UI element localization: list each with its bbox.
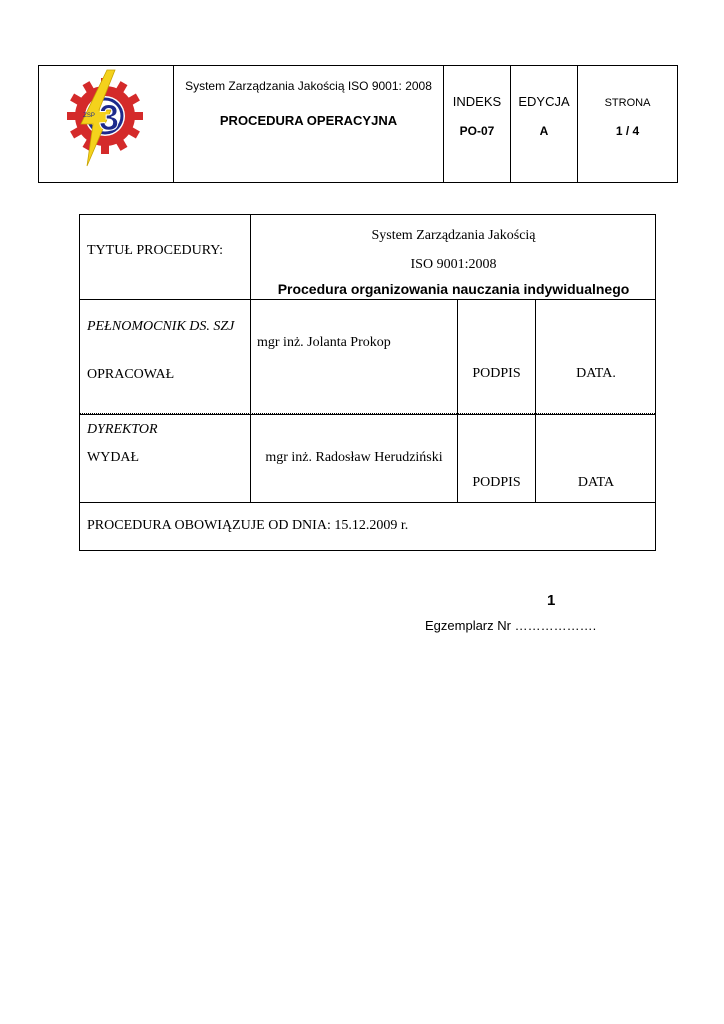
logo-cell xyxy=(39,66,174,182)
copy-number: 1 xyxy=(547,592,556,609)
edition-label: EDYCJA xyxy=(518,94,570,109)
issued-date-label: DATA xyxy=(577,475,615,490)
prepared-name: mgr inż. Jolanta Prokop xyxy=(257,335,391,350)
edition-cell xyxy=(511,66,578,182)
index-value: PO-07 xyxy=(459,124,495,138)
prepared-label: OPRACOWAŁ xyxy=(87,367,175,382)
document-type: PROCEDURA OPERACYJNA xyxy=(219,113,398,128)
system-line: System Zarządzania Jakością ISO 9001: 2008 xyxy=(185,79,432,93)
edition-value: A xyxy=(539,124,549,138)
title-cell xyxy=(174,66,444,182)
prepared-date-label: DATA. xyxy=(576,366,616,381)
page-value: 1 / 4 xyxy=(615,124,640,138)
page-label: STRONA xyxy=(604,97,651,109)
title-label: TYTUŁ PROCEDURY: xyxy=(87,243,224,258)
issued-signature-label: PODPIS xyxy=(472,475,521,490)
procedure-name: Procedura organizowania nauczania indywidualnego xyxy=(277,281,630,297)
effective-date: PROCEDURA OBOWIĄZUJE OD DNIA: 15.12.2009 r. xyxy=(87,518,409,533)
index-cell xyxy=(444,66,511,182)
index-label: INDEKS xyxy=(452,94,502,109)
col-divider-2 xyxy=(457,299,458,502)
prepared-signature-label: PODPIS xyxy=(472,366,521,381)
row-divider-3 xyxy=(80,502,655,503)
document-header xyxy=(38,65,678,183)
issued-name: mgr inż. Radosław Herudziński xyxy=(265,450,443,465)
row-divider-2-solid xyxy=(80,414,655,415)
row-divider-1 xyxy=(80,299,655,300)
copy-label: Egzemplarz Nr ………………. xyxy=(425,618,597,633)
prepared-role: PEŁNOMOCNIK DS. SZJ xyxy=(87,319,235,334)
procedure-table xyxy=(79,214,656,551)
page-cell xyxy=(578,66,677,182)
issued-label: WYDAŁ xyxy=(87,450,140,465)
title-line-1: System Zarządzania Jakością xyxy=(371,228,536,243)
logo-small-text: ZSP xyxy=(83,113,95,119)
school-logo xyxy=(39,66,174,184)
col-divider-3 xyxy=(535,299,536,502)
title-line-2: ISO 9001:2008 xyxy=(410,257,497,272)
issued-role: DYREKTOR xyxy=(87,422,158,437)
logo-number: 3 xyxy=(98,97,120,138)
